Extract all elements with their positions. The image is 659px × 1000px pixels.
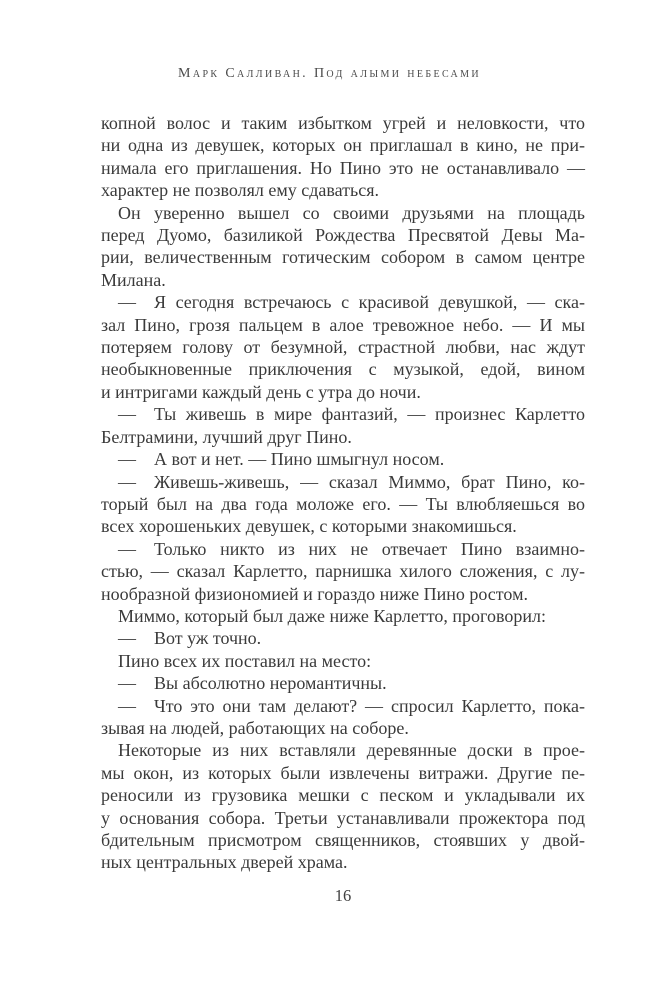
text-line: — Ты живешь в мире фантазий, — произнес Карлетто <box>118 404 585 425</box>
text-line: необыкновенные приключения с музыкой, едой, вином <box>101 359 585 380</box>
text-line: бдительным присмотром священников, стоявших у двой- <box>101 830 585 850</box>
text-line: у основания собора. Третьи устанавливали прожектора под <box>101 807 585 828</box>
text-line: и интригами каждый день с утра до ночи. <box>101 381 421 402</box>
text-line: ни одна из девушек, которых он приглашал в кино, не при- <box>101 135 585 156</box>
text-line: перед Дуомо, базиликой Рождества Пресвятой Девы Ма- <box>101 225 585 246</box>
text-line: Некоторые из них вставляли деревянные доски в прое- <box>118 740 585 761</box>
paragraph <box>101 112 585 202</box>
text-line: ных центральных дверей храма. <box>101 852 348 873</box>
paragraph <box>101 739 585 873</box>
text-line: копной волос и таким избытком угрей и неловкости, что <box>101 113 585 133</box>
paragraph <box>101 448 585 470</box>
paragraph <box>101 538 585 605</box>
running-header: Марк Салливан. Под алыми небесами <box>178 66 481 81</box>
text-line: — Я сегодня встречаюсь с красивой девушкой, — ска- <box>118 292 585 313</box>
text-line: нообразной физиономией и гораздо ниже Пино ростом. <box>101 583 528 604</box>
paragraph <box>101 627 585 649</box>
text-block <box>101 112 585 874</box>
text-line: рии, величественным готическим собором в самом центре <box>101 247 585 268</box>
text-line: — Вот уж точно. <box>118 628 262 649</box>
text-line: торый был на два года моложе его. — Ты влюбляешься во <box>101 493 585 514</box>
paragraph <box>101 403 585 448</box>
text-line: мы окон, из которых были извлечены витражи. Другие пе- <box>101 762 585 783</box>
text-line: — Вы абсолютно неромантичны. <box>118 673 387 694</box>
paragraph <box>101 202 585 292</box>
text-line: зывая на людей, работающих на соборе. <box>101 717 409 738</box>
text-line: Пино всех их поставил на место: <box>118 650 372 671</box>
text-line: всех хорошеньких девушек, с которыми знакомишься. <box>101 516 517 537</box>
text-line: — Только никто из них не отвечает Пино взаимно- <box>118 538 585 559</box>
text-line: Миммо, который был даже ниже Карлетто, проговорил: <box>118 605 546 626</box>
paragraph <box>101 605 585 627</box>
text-line: характер не позволял ему сдаваться. <box>101 180 379 201</box>
paragraph <box>101 672 585 694</box>
text-line: реносили из грузовика мешки с песком и укладывали их <box>101 785 585 806</box>
text-line: зал Пино, грозя пальцем в алое тревожное небо. — И мы <box>101 314 585 335</box>
text-line: стью, — сказал Карлетто, парнишка хилого сложения, с лу- <box>101 561 585 582</box>
text-line: потеряем голову от безумной, страстной любви, нас ждут <box>101 337 585 358</box>
paragraph <box>101 695 585 740</box>
text-line: — А вот и нет. — Пино шмыгнул носом. <box>118 449 445 470</box>
text-line: Он уверенно вышел со своими друзьями на площадь <box>118 202 585 223</box>
text-line: — Живешь-живешь, — сказал Миммо, брат Пино, ко- <box>118 471 585 492</box>
paragraph <box>101 650 585 672</box>
text-line: нимала его приглашения. Но Пино это не останавливало — <box>101 157 585 178</box>
text-line: Милана. <box>101 269 166 290</box>
paragraph <box>101 291 585 403</box>
paragraph <box>101 471 585 538</box>
text-line: Белтрамини, лучший друг Пино. <box>101 426 352 447</box>
page-number: 16 <box>334 886 352 905</box>
text-line: — Что это они там делают? — спросил Карлетто, пока- <box>118 695 585 716</box>
